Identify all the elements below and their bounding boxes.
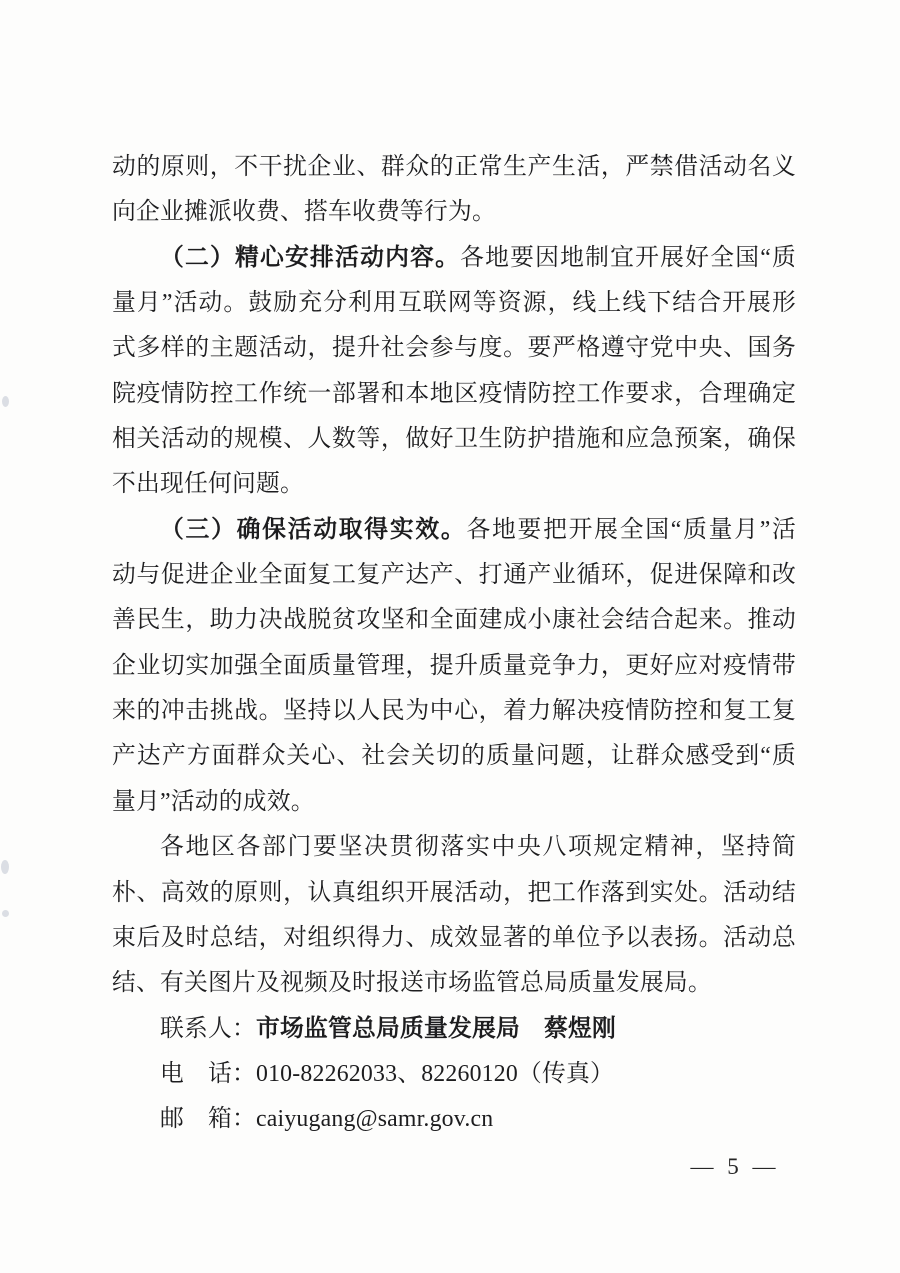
page-number: — 5 — <box>690 1154 780 1179</box>
text-line <box>112 1097 796 1142</box>
text-line <box>112 1052 796 1097</box>
text-line <box>112 598 796 643</box>
body-text: 不出现任何问题。 <box>112 471 304 498</box>
emphasis-text: （三）确保活动取得实效。 <box>160 516 467 543</box>
text-line <box>112 417 796 462</box>
text-line <box>112 689 796 734</box>
body-text: 动与促进企业全面复工复产达产、打通产业循环，促进保障和改 <box>112 562 796 589</box>
text-line <box>112 281 796 326</box>
scan-artifact <box>2 910 9 917</box>
body-text: 电 话：010-82262033、82260120（传真） <box>160 1060 614 1087</box>
paragraph <box>112 1007 796 1143</box>
paragraph <box>112 145 796 236</box>
text-line <box>112 916 796 961</box>
scan-artifact <box>1 860 9 874</box>
text-line <box>112 734 796 779</box>
body-text: 联系人： <box>160 1015 256 1042</box>
body-text: 量月”活动。鼓励充分利用互联网等资源，线上线下结合开展形 <box>112 290 796 317</box>
body-text: 各地要因地制宜开展好全国“质 <box>460 244 796 271</box>
body-text: 朴、高效的原则，认真组织开展活动，把工作落到实处。活动结 <box>112 879 796 906</box>
text-line <box>112 236 796 281</box>
text-line <box>112 326 796 371</box>
paragraph <box>112 825 796 1006</box>
text-line <box>112 553 796 598</box>
body-text: 束后及时总结，对组织得力、成效显著的单位予以表扬。活动总 <box>112 924 796 951</box>
body-text: 企业切实加强全面质量管理，提升质量竞争力，更好应对疫情带 <box>112 652 796 679</box>
text-line <box>112 462 796 507</box>
body-text: 动的原则，不干扰企业、群众的正常生产生活，严禁借活动名义 <box>112 154 796 180</box>
body-text: 向企业摊派收费、搭车收费等行为。 <box>112 199 496 226</box>
body-text: 量月”活动的成效。 <box>112 788 315 815</box>
body-text: 结、有关图片及视频及时报送市场监管总局质量发展局。 <box>112 970 712 997</box>
body-text: 善民生，助力决战脱贫攻坚和全面建成小康社会结合起来。推动 <box>112 607 796 634</box>
text-line <box>112 644 796 689</box>
body-text: 来的冲击挑战。坚持以人民为中心，着力解决疫情防控和复工复 <box>112 698 796 725</box>
body-text: 各地区各部门要坚决贯彻落实中央八项规定精神，坚持简 <box>160 834 796 861</box>
body-text: 产达产方面群众关心、社会关切的质量问题，让群众感受到“质 <box>112 743 796 770</box>
body-text: 各地要把开展全国“质量月”活 <box>466 516 796 543</box>
text-line <box>112 145 796 190</box>
emphasis-text: （二）精心安排活动内容。 <box>160 244 461 271</box>
text-line <box>112 508 796 553</box>
body-text: 邮 箱：caiyugang@samr.gov.cn <box>160 1106 494 1133</box>
body-text: 院疫情防控工作统一部署和本地区疫情防控工作要求，合理确定 <box>112 380 796 407</box>
scan-artifact <box>2 396 9 407</box>
text-line <box>112 961 796 1006</box>
text-line <box>112 871 796 916</box>
text-line <box>112 190 796 235</box>
paragraph <box>112 236 796 508</box>
body-text: 式多样的主题活动，提升社会参与度。要严格遵守党中央、国务 <box>112 335 796 362</box>
text-line <box>112 825 796 870</box>
text-line <box>112 780 796 825</box>
text-line <box>112 372 796 417</box>
paragraph <box>112 508 796 825</box>
document-text <box>112 145 796 1143</box>
text-line <box>112 1007 796 1052</box>
emphasis-text: 市场监管总局质量发展局 蔡煜刚 <box>256 1015 616 1042</box>
body-text: 相关活动的规模、人数等，做好卫生防护措施和应急预案，确保 <box>112 426 796 453</box>
